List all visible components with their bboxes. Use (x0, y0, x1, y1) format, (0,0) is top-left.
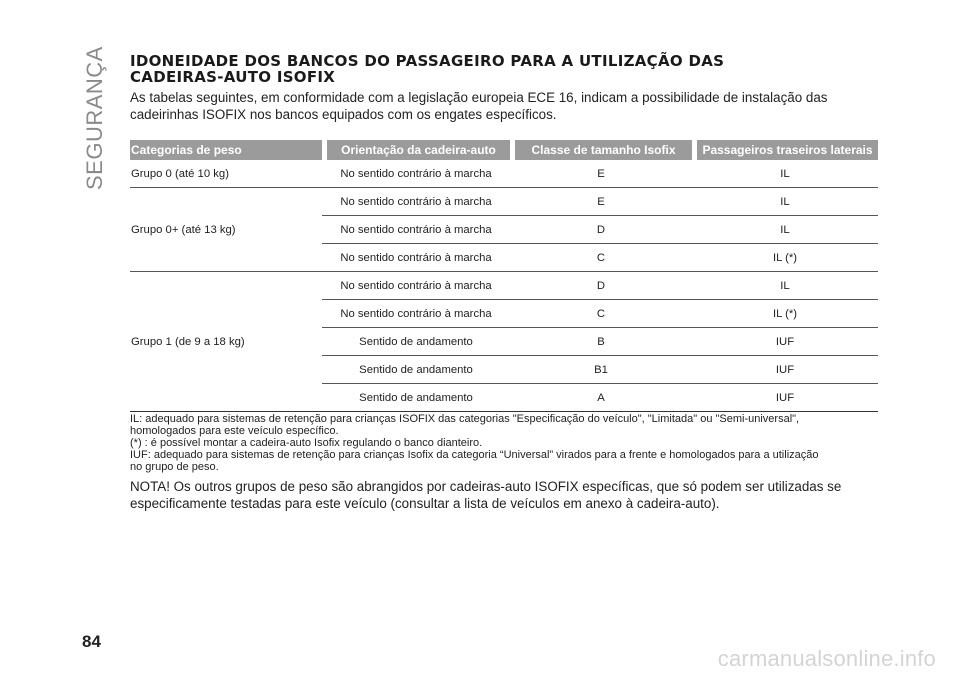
title-line-1: IDONEIDADE DOS BANCOS DO PASSAGEIRO PARA A UTILIZAÇÃO DAS (130, 52, 725, 70)
intro-line-1: As tabelas seguintes, em conformidade com a legislação europeia ECE 16, indicam a possibilidade de instalação das (130, 90, 828, 105)
suitability-cell: IL (692, 272, 878, 300)
suitability-cell: IUF (692, 328, 878, 356)
intro-line-2: cadeirinhas ISOFIX nos bancos equipados com os engates específicos. (130, 107, 557, 122)
orientation-cell: No sentido contrário à marcha (322, 216, 510, 244)
note-il (130, 413, 878, 437)
orientation-cell: Sentido de andamento (322, 356, 510, 384)
orientation-cell: Sentido de andamento (322, 384, 510, 412)
note-iuf (130, 449, 878, 473)
note-asterisk: (*) : é possível montar a cadeira-auto Isofix regulando o banco dianteiro. (130, 437, 483, 449)
orientation-cell: No sentido contrário à marcha (322, 160, 510, 188)
section-side-label-text: SEGURANÇA (82, 46, 107, 190)
nota-line-1: NOTA! Os outros grupos de peso são abrangidos por cadeiras-auto ISOFIX específicas, que só podem ser utilizadas se (130, 479, 842, 494)
title-line-2: CADEIRAS-AUTO ISOFIX (130, 68, 336, 86)
orientation-cell: No sentido contrário à marcha (322, 244, 510, 272)
nota-line-2: especificamente testadas para este veículo (consultar a lista de veículos em anexo à cadeira-auto). (130, 496, 720, 511)
suitability-cell: IL (*) (692, 300, 878, 328)
group-label: Grupo 0 (até 10 kg) (130, 160, 322, 188)
note-iuf-line-2: no grupo de peso. (130, 461, 219, 473)
page-number: 84 (82, 632, 101, 651)
nota-paragraph (130, 478, 878, 512)
size-class-cell: B (510, 328, 692, 356)
suitability-cell: IL (692, 188, 878, 216)
header-weight-category: Categorias de peso (130, 140, 322, 160)
note-il-line-1: IL: adequado para sistemas de retenção para crianças ISOFIX das categorias "Especificação do veículo", "Limitada" ou "Semi-universal", (130, 413, 800, 425)
size-class-cell: E (510, 188, 692, 216)
table-header (130, 140, 878, 160)
orientation-cell: No sentido contrário à marcha (322, 188, 510, 216)
size-class-cell: B1 (510, 356, 692, 384)
header-isofix-size-class: Classe de tamanho Isofix (510, 140, 692, 160)
note-il-line-2: homologados para este veículo específico. (130, 425, 339, 437)
note-iuf-line-1: IUF: adequado para sistemas de retenção para crianças Isofix da categoria “Universal” virados para a frente e homologados para a utilização (130, 449, 819, 461)
table-notes (130, 413, 878, 473)
suitability-cell: IUF (692, 356, 878, 384)
size-class-cell: E (510, 160, 692, 188)
size-class-cell: C (510, 244, 692, 272)
orientation-cell: Sentido de andamento (322, 328, 510, 356)
page-content (130, 53, 878, 512)
group-label: Grupo 0+ (até 13 kg) (130, 188, 322, 272)
suitability-cell: IL (692, 160, 878, 188)
header-seat-orientation: Orientação da cadeira-auto (322, 140, 510, 160)
table-row (130, 272, 878, 300)
table-row (130, 160, 878, 188)
table-row (130, 188, 878, 216)
table-body (130, 160, 878, 412)
orientation-cell: No sentido contrário à marcha (322, 272, 510, 300)
watermark-text: carmanualsonline.info (717, 646, 936, 671)
section-side-label (82, 46, 108, 190)
header-rear-side-passengers: Passageiros traseiros laterais (692, 140, 878, 160)
suitability-cell: IUF (692, 384, 878, 412)
intro-paragraph (130, 89, 878, 123)
suitability-cell: IL (*) (692, 244, 878, 272)
suitability-cell: IL (692, 216, 878, 244)
size-class-cell: D (510, 216, 692, 244)
size-class-cell: C (510, 300, 692, 328)
size-class-cell: A (510, 384, 692, 412)
orientation-cell: No sentido contrário à marcha (322, 300, 510, 328)
isofix-table (130, 140, 878, 412)
section-title (130, 53, 878, 85)
group-label: Grupo 1 (de 9 a 18 kg) (130, 272, 322, 412)
size-class-cell: D (510, 272, 692, 300)
